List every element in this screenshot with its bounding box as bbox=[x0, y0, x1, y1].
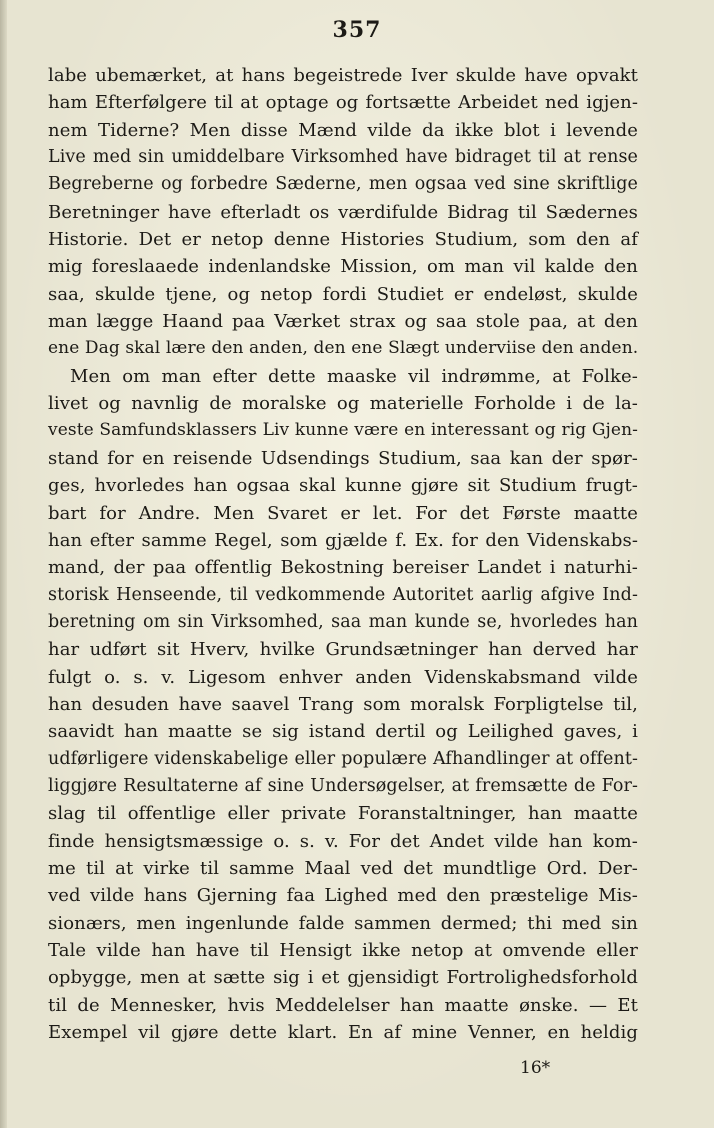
text-line: me til at virke til samme Maal ved det mundtlige Ord. Der- bbox=[48, 857, 638, 879]
text-line: mand, der paa offentlig Bekostning bereiser Landet i naturhi- bbox=[48, 557, 638, 579]
text-line: saa, skulde tjene, og netop fordi Studiet er endeløst, skulde bbox=[48, 283, 638, 305]
page-number: 357 bbox=[332, 17, 382, 43]
text-line: mig foreslaaede indenlandske Mission, om man vil kalde den bbox=[48, 256, 638, 278]
text-line: ham Efterfølgere til at optage og fortsætte Arbeidet ned igjen- bbox=[48, 92, 638, 114]
text-line: labe ubemærket, at hans begeistrede Iver skulde have opvakt bbox=[48, 65, 638, 86]
text-line: Tale vilde han have til Hensigt ikke netop at omvende eller bbox=[48, 940, 638, 961]
text-line: Historie. Det er netop denne Histories Studium, som den af bbox=[48, 229, 638, 251]
text-line: sionærs, men ingenlunde falde sammen dermed; thi med sin bbox=[48, 912, 638, 934]
text-line: fulgt o. s. v. Ligesom enhver anden Videnskabsmand vilde bbox=[48, 666, 638, 688]
text-line: nem Tiderne? Men disse Mænd vilde da ikke blot i levende bbox=[48, 119, 638, 141]
text-line: livet og navnlig de moralske og materielle Forholde i de la- bbox=[48, 393, 638, 415]
text-line: stand for en reisende Udsendings Studium, saa kan der spør- bbox=[48, 447, 638, 469]
page-gutter bbox=[0, 0, 7, 1128]
text-line: Beretninger have efterladt os værdifulde Bidrag til Sædernes bbox=[48, 201, 638, 223]
text-line: har udført sit Hverv, hvilke Grundsætninger han derved har bbox=[48, 639, 638, 661]
text-line: han desuden have saavel Trang som moralsk Forpligtelse til, bbox=[48, 693, 638, 715]
text-line: slag til offentlige eller private Foranstaltninger, han maatte bbox=[48, 803, 638, 825]
text-line: veste Samfundsklassers Liv kunne være en interessant og rig Gjen- bbox=[48, 420, 638, 441]
text-line: Begreberne og forbedre Sæderne, men ogsaa ved sine skriftlige bbox=[48, 174, 638, 195]
body-text bbox=[48, 62, 638, 1046]
text-line: han efter samme Regel, som gjælde f. Ex. for den Videnskabs- bbox=[48, 529, 638, 551]
text-line: storisk Henseende, til vedkommende Autoritet aarlig afgive Ind- bbox=[48, 584, 638, 605]
text-line: til de Mennesker, hvis Meddelelser han maatte ønske. — Et bbox=[48, 994, 638, 1016]
text-line: ene Dag skal lære den anden, den ene Slægt underviise den anden. bbox=[48, 338, 639, 359]
text-line: ved vilde hans Gjerning faa Lighed med den præstelige Mis- bbox=[48, 885, 638, 907]
text-line: opbygge, men at sætte sig i et gjensidigt Fortrolighedsforhold bbox=[48, 967, 638, 989]
text-line: Exempel vil gjøre dette klart. En af mine Venner, en heldig bbox=[48, 1022, 638, 1044]
text-line: ges, hvorledes han ogsaa skal kunne gjøre sit Studium frugt- bbox=[48, 475, 638, 497]
text-line: finde hensigtsmæssige o. s. v. For det Andet vilde han kom- bbox=[48, 830, 638, 852]
text-line: saavidt han maatte se sig istand dertil og Leilighed gaves, i bbox=[48, 721, 638, 743]
text-line: udførligere videnskabelige eller populære Afhandlinger at offent- bbox=[48, 748, 638, 769]
text-line: bart for Andre. Men Svaret er let. For det Første maatte bbox=[48, 502, 638, 524]
text-line: liggjøre Resultaterne af sine Undersøgelser, at fremsætte de For- bbox=[48, 775, 638, 796]
text-line: Men om man efter dette maaske vil indrømme, at Folke- bbox=[70, 365, 638, 387]
text-line: Live med sin umiddelbare Virksomhed have bidraget til at rense bbox=[48, 147, 638, 168]
text-line: beretning om sin Virksomhed, saa man kunde se, hvorledes han bbox=[48, 611, 638, 632]
text-line: man lægge Haand paa Værket strax og saa stole paa, at den bbox=[48, 311, 638, 333]
printer-signature-mark: 16* bbox=[520, 1058, 551, 1078]
